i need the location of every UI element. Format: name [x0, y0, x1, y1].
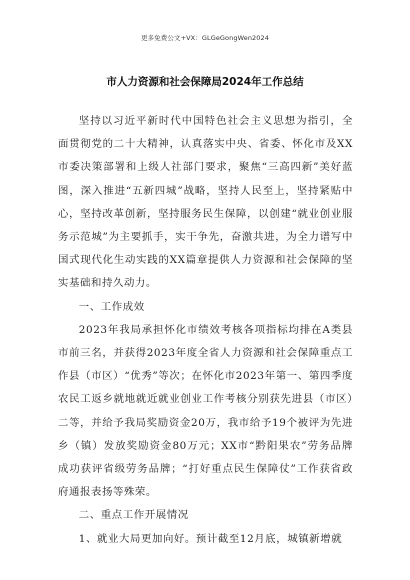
intro-paragraph: 坚持以习近平新时代中国特色社会主义思想为指引，全面贯彻党的二十大精神，认真落实中央、省委、怀化市及XX市委决策部署和上级人社部门要求，聚焦“三高四新”美好蓝图，深入推进“五新四城”战略，坚持人民至上，坚持紧贴中心，坚持改革创新，坚持服务民生保障，以创建“就业创业服务示范城”为主要抓手，实干争先，奋激共进，为全力谱写中国式现代化生动实践的XX篇章提供人力资源和社会保障的坚实基础和持久动力。: [58, 115, 353, 290]
document-body: [58, 110, 353, 551]
document-title: 市人力资源和社会保障局2024年工作总结: [106, 76, 304, 88]
results-paragraph: 2023年我局承担怀化市绩效考核各项指标均排在A类县市前三名，并获得2023年度全省人力资源和社会保障重点工作县（市区）“优秀”等次；在怀化市2023年第一、第四季度农民工返乡就地就近就业创业工作考核分别获先进县（市区）二等，并给予我局奖励资金20万，我市给予19个被评为先进乡（镇）发放奖励资金80万元；XX市“黔阳果农”劳务品牌成功获评省级劳务品牌；“打好重点民生保障仗”工作获省政府通报表扬等殊荣。: [58, 323, 353, 499]
employment-paragraph: 1、就业大局更加向好。预计截至12月底，城镇新增就: [78, 532, 343, 545]
header-note: 更多免费公文+VX：GLGeGongWen2024: [140, 34, 269, 42]
section-heading-key-work: 二、重点工作开展情况: [78, 509, 189, 522]
section-heading-work-results: 一、工作成效: [78, 300, 145, 313]
